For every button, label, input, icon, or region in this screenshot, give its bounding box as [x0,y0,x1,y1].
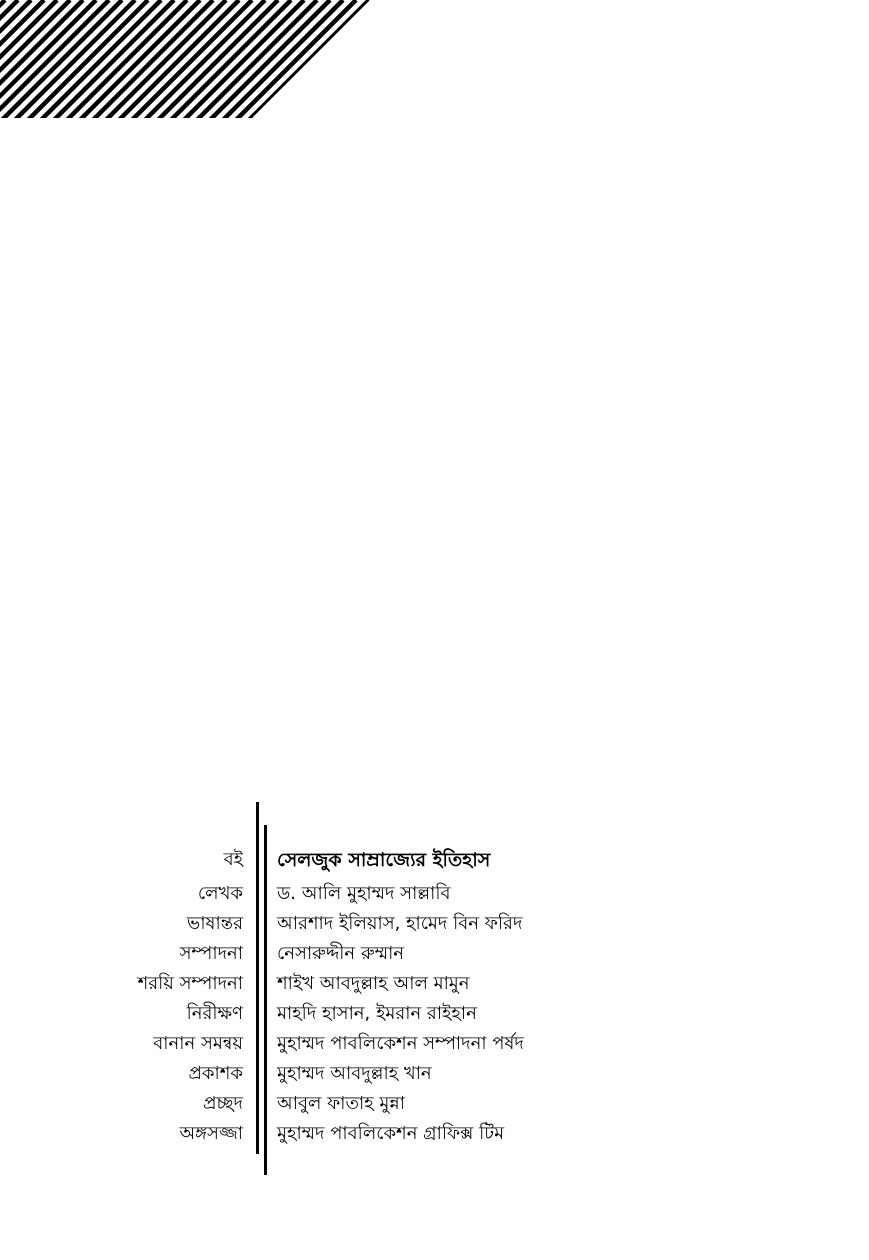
colophon-list [0,845,869,1149]
colophon-value-spelling: মুহাম্মদ পাবলিকেশন সম্পাদনা পর্ষদ [277,1033,524,1054]
colophon-label-author: লেখক [197,883,243,904]
colophon-row-spelling [0,1029,869,1059]
colophon-label-publisher: প্রকাশক [188,1063,243,1084]
book-title: সেলজুক সাম্রাজ্যের ইতিহাস [277,849,491,871]
colophon-row-sharia-editing [0,969,869,999]
colophon-label-cover: প্রচ্ছদ [203,1093,243,1114]
colophon-label-sharia-editing: শরয়ি সম্পাদনা [137,973,243,994]
colophon-row-publisher [0,1059,869,1089]
colophon-label-translation: ভাষান্তর [186,913,243,934]
colophon-value-publisher: মুহাম্মদ আবদুল্লাহ খান [277,1063,432,1084]
colophon-value-translation: আরশাদ ইলিয়াস, হামেদ বিন ফরিদ [277,913,523,934]
colophon-row-review [0,999,869,1029]
colophon-label-editing: সম্পাদনা [179,943,243,964]
colophon-value-review: মাহদি হাসান, ইমরান রাইহান [277,1003,477,1024]
colophon-label-review: নিরীক্ষণ [186,1003,243,1024]
colophon-row-editing [0,939,869,969]
colophon-value-editing: নেসারুদ্দীন রুম্মান [277,943,405,964]
colophon-value-layout: মুহাম্মদ পাবলিকেশন গ্রাফিক্স টিম [277,1123,505,1144]
colophon-value-sharia-editing: শাইখ আবদুল্লাহ আল মামুন [277,973,470,994]
colophon-label-layout: অঙ্গসজ্জা [179,1123,243,1144]
colophon-value-cover: আবুল ফাতাহ মুন্না [277,1093,405,1114]
diagonal-stripes-decoration [0,0,380,120]
colophon-row-translation [0,909,869,939]
colophon-row-author [0,879,869,909]
colophon-value-author: ড. আলি মুহাম্মদ সাল্লাবি [277,883,451,904]
colophon-label-book: বই [223,849,243,870]
colophon-row-book [0,845,869,879]
colophon-label-spelling: বানান সমন্বয় [153,1033,243,1054]
colophon-row-layout [0,1119,869,1149]
colophon-row-cover [0,1089,869,1119]
